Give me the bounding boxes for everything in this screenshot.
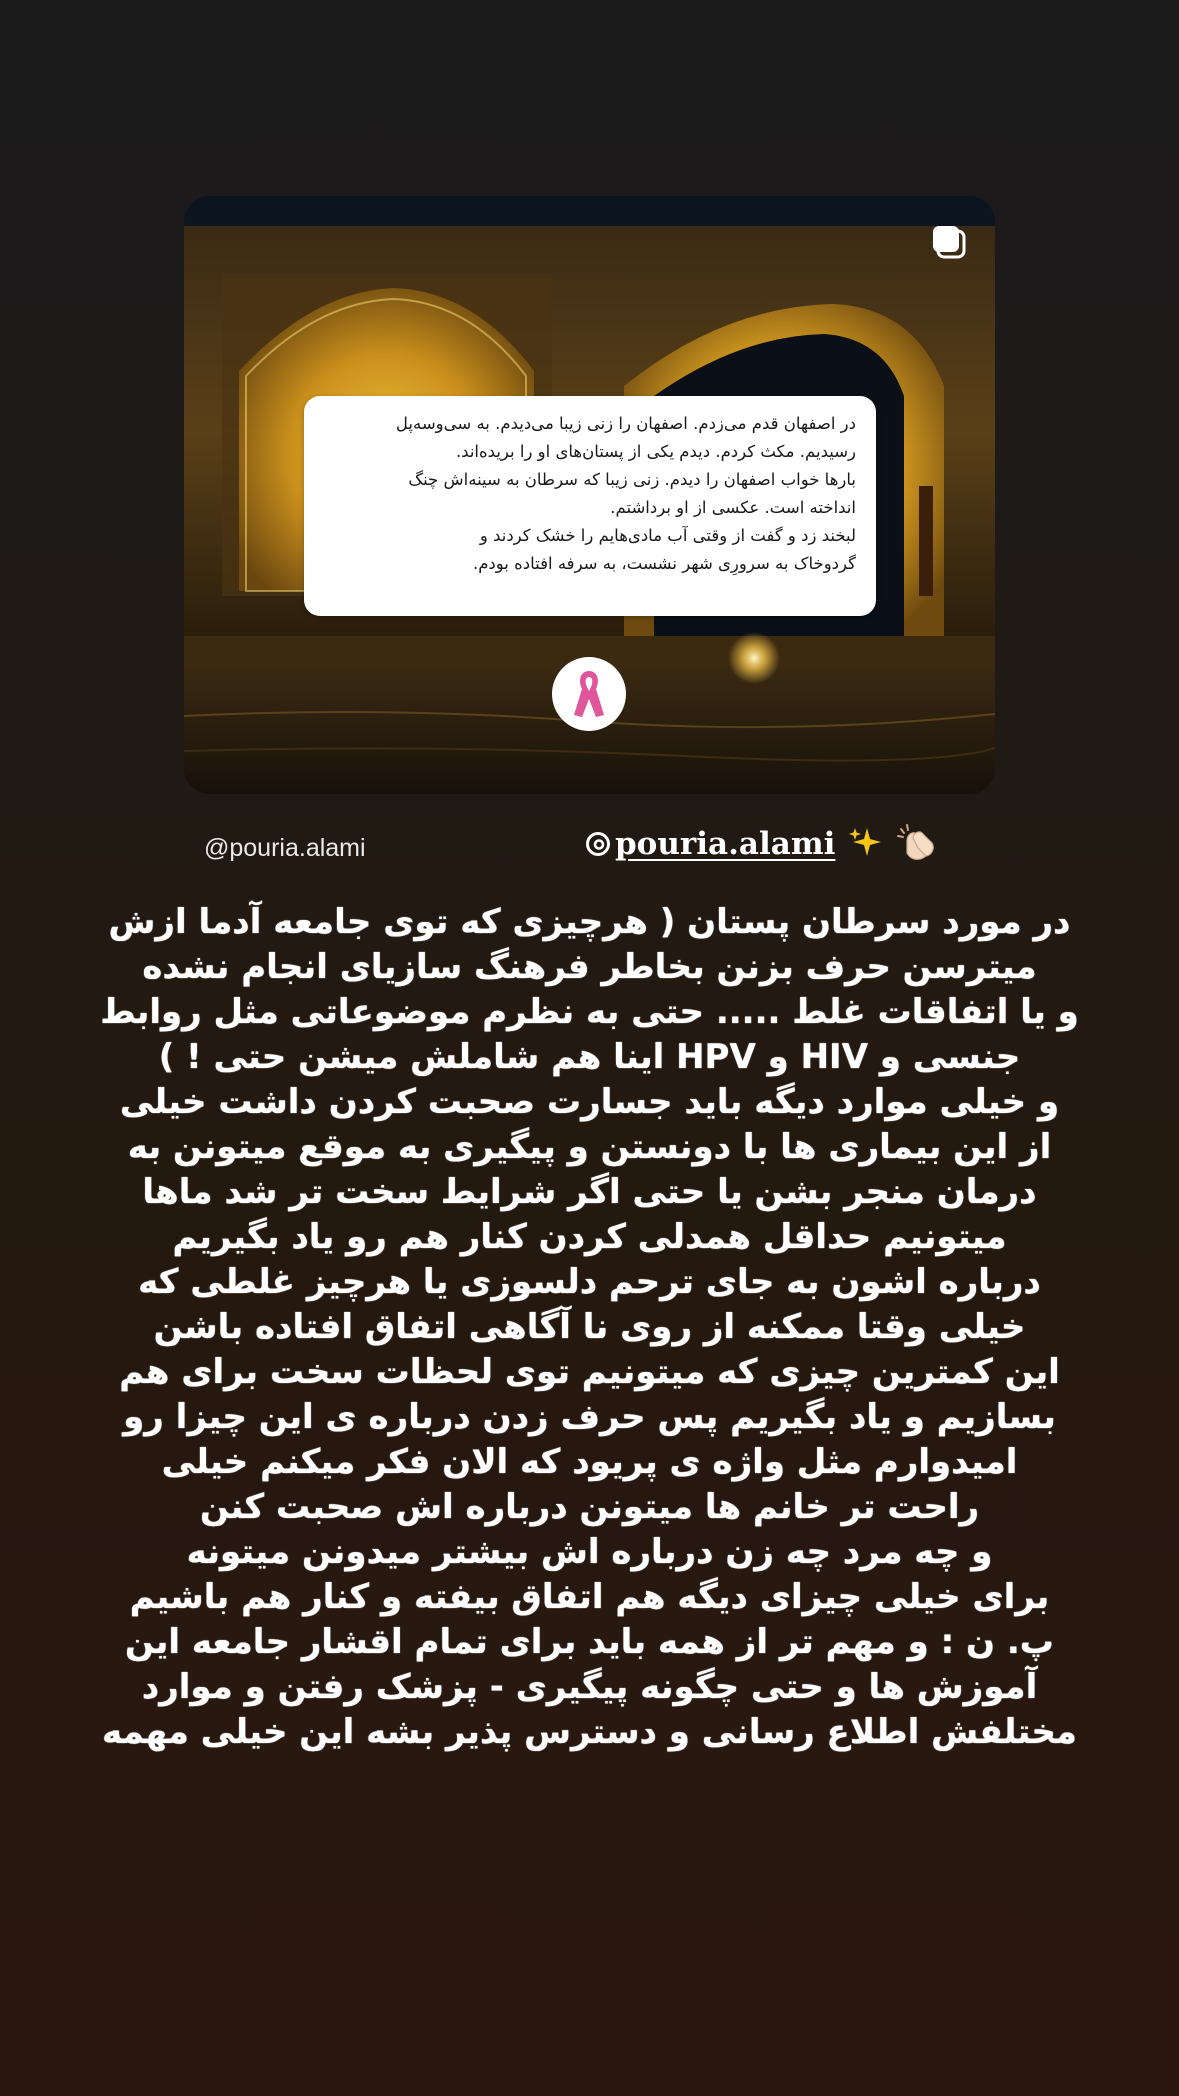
caption-line: و چه مرد چه زن درباره اش بیشتر میدونن میتونه — [186, 1532, 993, 1572]
quote-card — [304, 396, 876, 616]
mention-handle[interactable]: pouria.alami — [615, 826, 836, 862]
threads-icon — [585, 831, 611, 857]
caption-line: خیلی وقتا ممکنه از روی نا آگاهی اتفاق افتاده باشن — [153, 1307, 1026, 1347]
caption-line: برای خیلی چیزای دیگه هم اتفاق بیفته و کنار هم باشیم — [129, 1577, 1050, 1617]
caption-line: بسازیم و یاد بگیریم پس حرف زدن درباره ی این چیزا رو — [123, 1397, 1056, 1437]
clapping-hands-emoji — [895, 821, 941, 867]
quote-line: بارها خواب اصفهان را دیدم. زنی زیبا که سرطان به سینه‌اش چنگ — [408, 470, 856, 489]
caption-line: امیدوارم مثل واژه ی پریود که الان فکر میکنم خیلی — [161, 1442, 1018, 1482]
caption-line: میتونیم حداقل همدلی کردن کنار هم رو یاد بگیریم — [172, 1217, 1007, 1257]
pink-ribbon-icon — [552, 657, 626, 731]
sparkles-emoji — [847, 824, 883, 864]
shared-post-card[interactable] — [184, 196, 995, 794]
multiple-posts-icon — [929, 222, 969, 262]
caption-line: درمان منجر بشن یا حتی اگر شرایط سخت تر شد ماها — [142, 1172, 1037, 1212]
story-caption — [30, 900, 1149, 1755]
caption-line: راحت تر خانم ها میتونن درباره اش صحبت کنن — [199, 1487, 980, 1527]
caption-line: و یا اتفاقات غلط ..... حتی به نظرم موضوعاتی مثل روابط — [100, 992, 1079, 1032]
caption-line: این کمترین چیزی که میتونیم توی لحظات سخت برای هم — [119, 1352, 1060, 1392]
caption-line: آموزش ها و حتی چگونه پیگیری - پزشک رفتن و موارد — [141, 1667, 1038, 1707]
quote-line: انداخته است. عکسی از او برداشتم. — [610, 498, 856, 517]
mention-sticker[interactable] — [585, 818, 995, 870]
pink-ribbon-badge — [552, 657, 626, 731]
quote-line: گردوخاک به سرورِی شهر نشست، به سرفه افتاده بودم. — [472, 554, 856, 573]
quote-line: رسیدیم. مکث کردم. دیدم یکی از پستان‌های او را بریده‌اند. — [455, 442, 856, 461]
caption-line: و خیلی موارد دیگه باید جسارت صحبت کردن داشت خیلی — [119, 1082, 1060, 1122]
caption-line: میترسن حرف بزنن بخاطر فرهنگ سازیای انجام نشده — [142, 947, 1037, 987]
caption-line: پ. ن : و مهم تر از همه باید برای تمام اقشار جامعه این — [125, 1622, 1054, 1662]
quote-line: در اصفهان قدم می‌زدم. اصفهان را زنی زیبا می‌دیدم. به سی‌وسه‌پل — [395, 414, 856, 433]
caption-line: درباره اشون به جای ترحم دلسوزی یا هرچیز غلطی که — [138, 1262, 1041, 1302]
post-author-handle[interactable]: @pouria.alami — [204, 834, 366, 862]
quote-line: لبخند زد و گفت از وقتی آب مادی‌هایم را خشک کردند و — [479, 526, 856, 545]
caption-line: مختلفش اطلاع رسانی و دسترس پذیر بشه این خیلی مهمه — [102, 1712, 1077, 1752]
caption-line: از این بیماری ها با دونستن و پیگیری به موقع میتونن به — [127, 1127, 1052, 1167]
caption-line: در مورد سرطان پستان ( هرچیزی که توی جامعه آدما ازش — [108, 902, 1071, 942]
caption-line: جنسی و HIV و HPV اینا هم شاملش میشن حتی ! ) — [158, 1037, 1021, 1077]
